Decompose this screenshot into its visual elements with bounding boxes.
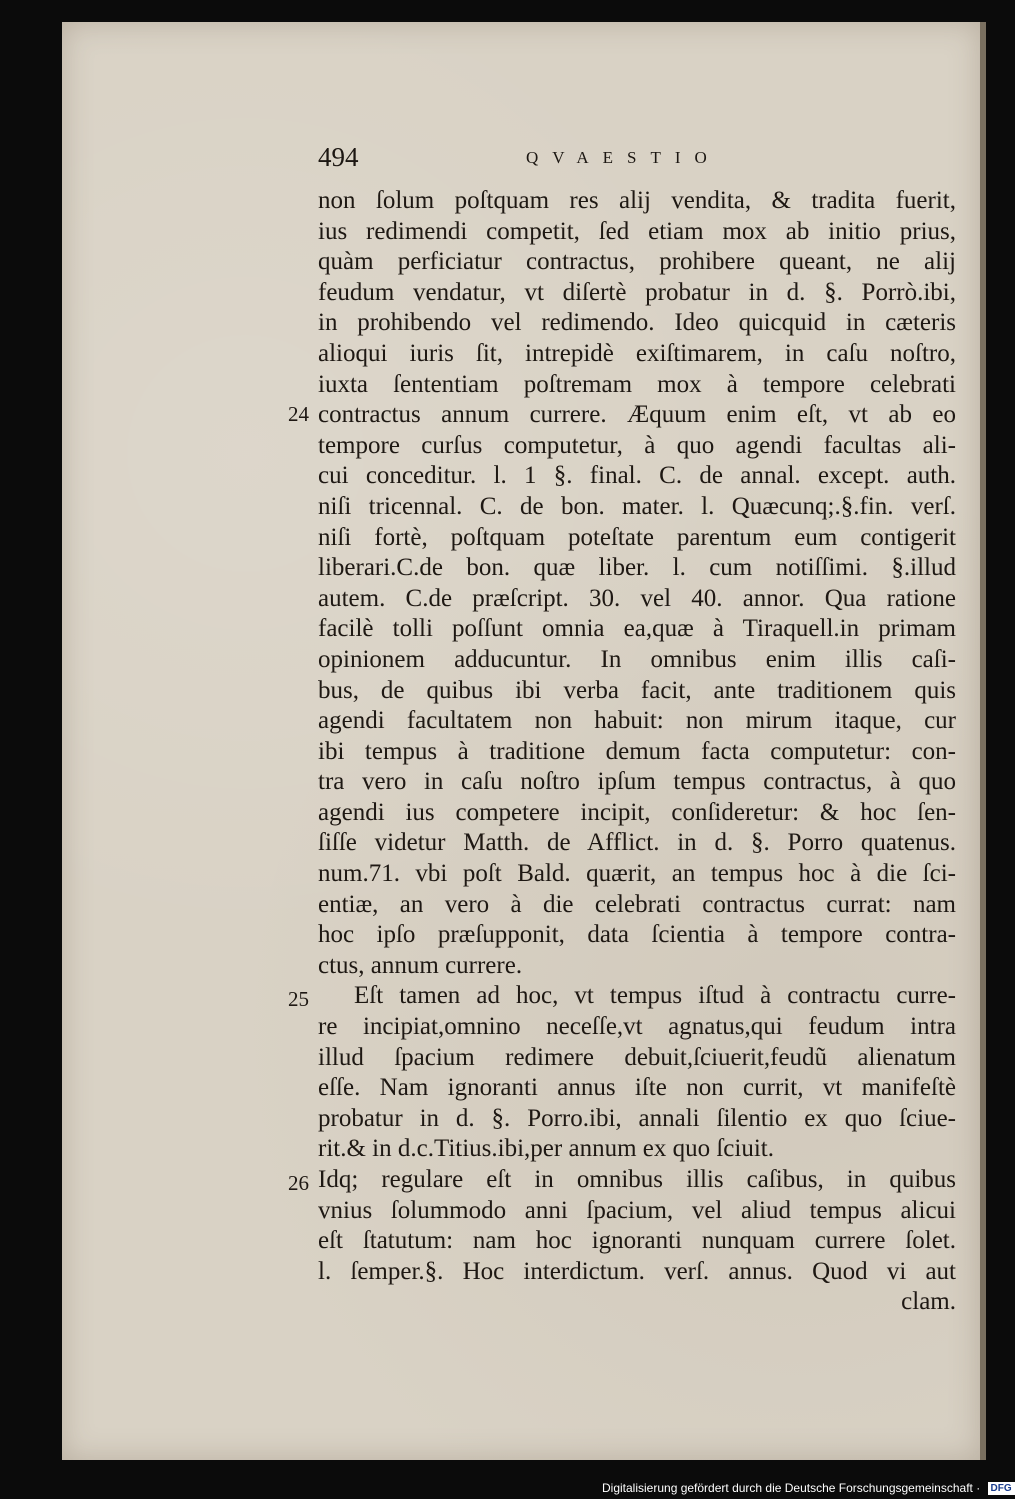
text-line: re incipiat,omnino neceſſe,vt agnatus,qui feudum intra	[318, 1013, 956, 1041]
text-line: autem. C.de præſcript. 30. vel 40. annor. Qua ratione	[318, 584, 956, 612]
text-line: iuxta ſententiam poſtremam mox à tempore celebrati	[318, 370, 956, 398]
digitization-credit	[602, 1481, 1012, 1497]
text-line: non ſolum poſtquam res alij vendita, & tradita fuerit,	[318, 187, 956, 214]
text-line: feudum vendatur, vt diſertè probatur in d. §. Porrò.ibi,	[318, 278, 956, 306]
text-line: illud ſpacium redimere debuit,ſciuerit,feudũ alienatum	[318, 1043, 956, 1071]
margin-number: 26	[288, 1171, 309, 1195]
text-line: niſi tricennal. C. de bon. mater. l. Quæcunq;.§.fin. verſ.	[318, 492, 956, 520]
text-line: entiæ, an vero à die celebrati contractus currat: nam	[318, 890, 956, 918]
page-header	[318, 142, 958, 178]
text-line: in prohibendo vel redimendo. Ideo quicquid in cæteris	[318, 309, 956, 337]
text-line: num.71. vbi poſt Bald. quærit, an tempus hoc à die ſci-	[318, 860, 956, 888]
margin-number: 25	[288, 987, 309, 1012]
running-head: QVAESTIO	[526, 148, 721, 167]
text-line: opinionem adducuntur. In omnibus enim illis caſi-	[318, 645, 956, 673]
text-line: cui conceditur. l. 1 §. final. C. de annal. except. auth.	[318, 462, 956, 490]
dfg-logo: DFG	[988, 1482, 1015, 1495]
text-line: niſi fortè, poſtquam poteſtate parentum eum contigerit	[318, 523, 956, 551]
credit-text: Digitalisierung gefördert durch die Deutsche Forschungsgemeinschaft ·	[602, 1481, 981, 1495]
text-line: eſt ſtatutum: nam hoc ignoranti nunquam currere ſolet.	[318, 1227, 956, 1255]
catchword: clam.	[901, 1288, 956, 1316]
text-line: contractus annum currere. Æquum enim eſt, vt ab eo	[318, 401, 956, 429]
page-edge	[980, 22, 986, 1460]
text-line: vnius ſolummodo anni ſpacium, vel aliud tempus alicui	[318, 1196, 956, 1224]
text-line: tempore curſus computetur, à quo agendi facultas ali-	[318, 431, 956, 459]
body-text	[288, 186, 956, 1318]
text-line: ibi tempus à traditione demum facta computetur: con-	[318, 737, 956, 765]
page-number: 494	[318, 142, 359, 172]
text-line: quàm perficiatur contractus, prohibere queant, ne alij	[318, 248, 956, 276]
text-line: ius redimendi competit, ſed etiam mox ab initio prius,	[318, 217, 956, 245]
text-line: alioqui iuris ſit, intrepidè exiſtimarem, in caſu noſtro,	[318, 339, 956, 367]
text-line: tra vero in caſu noſtro ipſum tempus contractus, à quo	[318, 768, 956, 796]
text-line: rit.& in d.c.Titius.ibi,per annum ex quo ſciuit.	[318, 1135, 774, 1163]
text-line: agendi facultatem non habuit: non mirum itaque, cur	[318, 707, 956, 735]
text-line: bus, de quibus ibi verba facit, ante traditionem quis	[318, 676, 956, 704]
text-line: l. ſemper.§. Hoc interdictum. verſ. annus. Quod vi aut	[318, 1257, 956, 1285]
text-line: eſſe. Nam ignoranti annus iſte non currit, vt manifeſtè	[318, 1074, 956, 1102]
text-line: probatur in d. §. Porro.ibi, annali ſilentio ex quo ſciue-	[318, 1104, 956, 1132]
text-line: liberari.C.de bon. quæ liber. l. cum notiſſimi. §.illud	[318, 554, 956, 582]
text-line: ſiſſe videtur Matth. de Afflict. in d. §. Porro quatenus.	[318, 829, 956, 857]
text-line: ctus, annum currere.	[318, 951, 523, 979]
text-line: agendi ius competere incipit, conſideretur: & hoc ſen-	[318, 798, 956, 826]
margin-number: 24	[288, 402, 309, 427]
text-line: Idq; regulare eſt in omnibus illis caſibus, in quibus	[318, 1166, 956, 1193]
text-line: hoc ipſo præſupponit, data ſcientia à tempore contra-	[318, 921, 956, 949]
text-line: Eſt tamen ad hoc, vt tempus iſtud à contractu curre-	[354, 982, 956, 1010]
text-line: facilè tolli poſſunt omnia ea,quæ à Tiraquell.in primam	[318, 615, 956, 643]
